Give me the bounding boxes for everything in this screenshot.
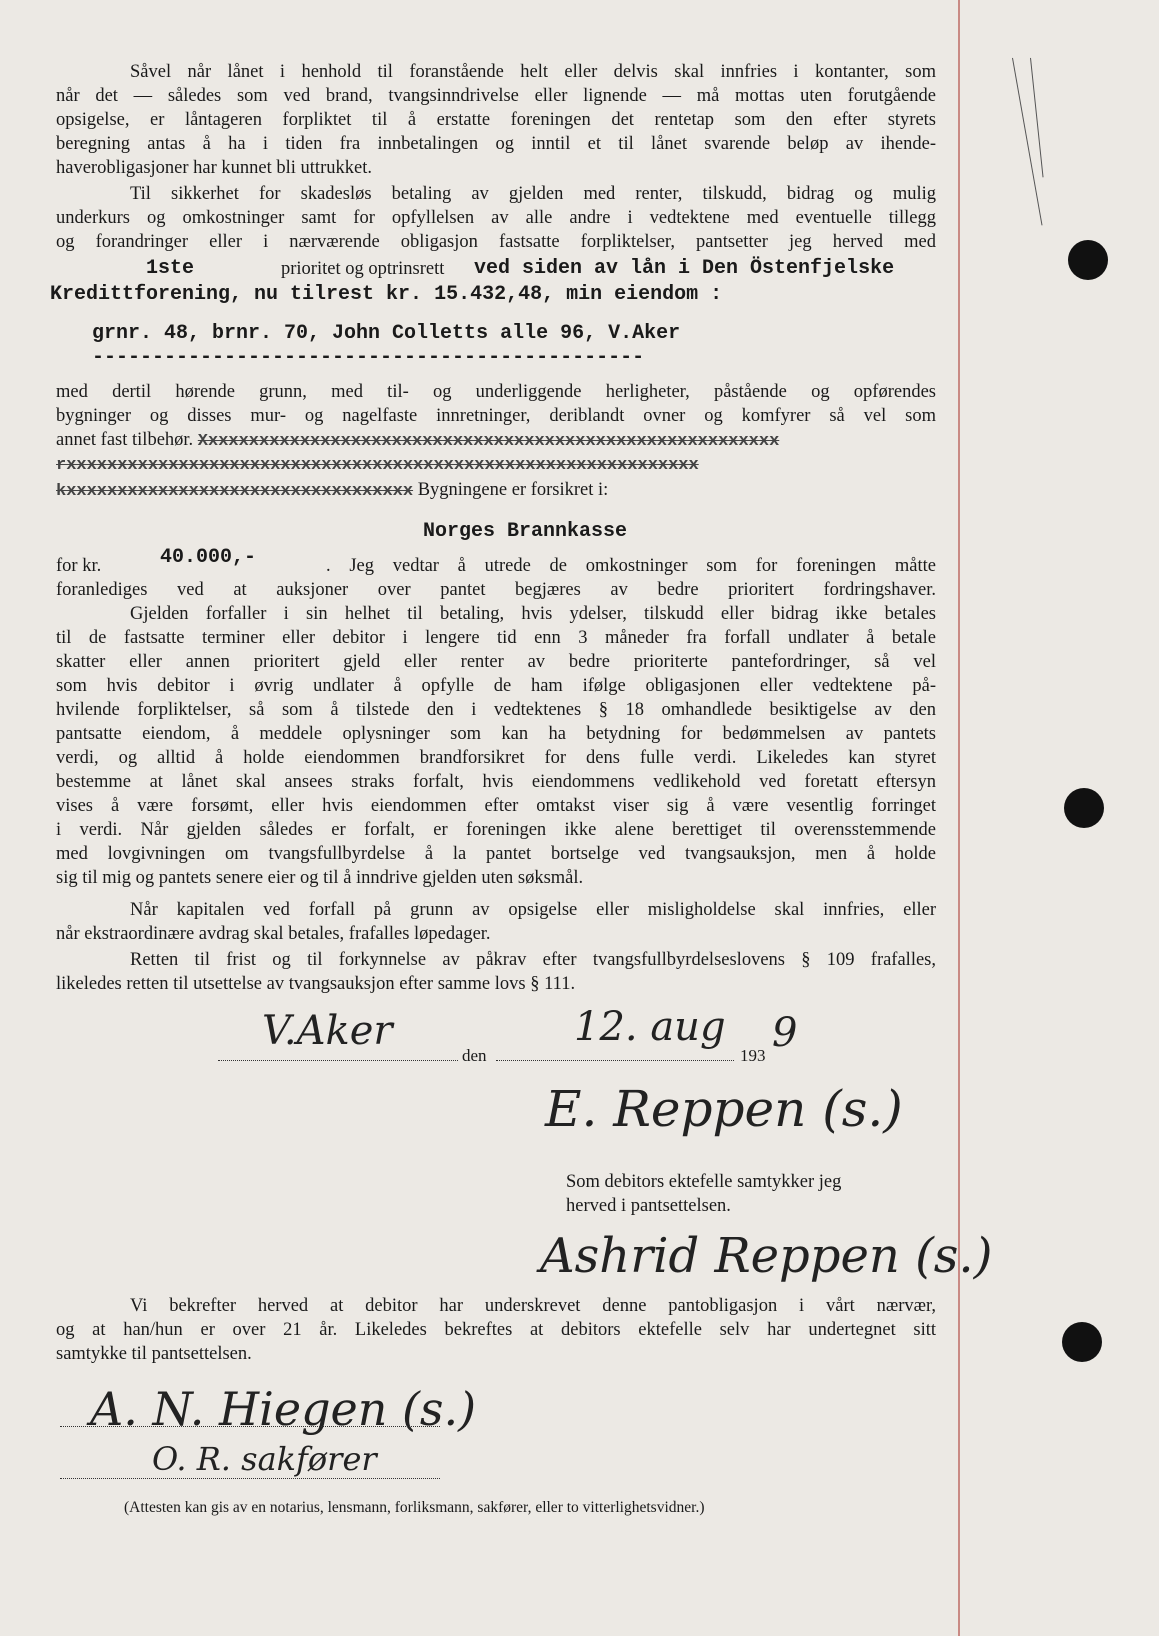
para5-line: bestemme at lånet skal ansees straks forfalt, hvis eiendommens vedlikehold ved foretatt eftersyn xyxy=(56,772,936,792)
debitor-signature: E. Reppen (s.) xyxy=(545,1080,903,1138)
overstruck-text: Xxxxxxxxxxxxxxxxxxxxxxxxxxxxxxxxxxxxxxxxxxxxxxxxxxxxxxxxx xyxy=(197,432,780,451)
para4-line: foranlediges ved at auksjoner over pantet begjæres av bedre prioritert fordringshaver. xyxy=(56,580,936,600)
witness-line: Vi bekrefter herved at debitor har underskrevet denne pantobligasjon i vårt nærvær, xyxy=(130,1296,936,1316)
typed-property: grnr. 48, brnr. 70, John Colletts alle 96, V.Aker xyxy=(92,322,681,345)
consent-line: Som debitors ektefelle samtykker jeg xyxy=(566,1172,842,1192)
margin-scratch xyxy=(1030,58,1044,177)
insurer-name: Norges Brannkasse xyxy=(423,520,628,543)
margin-rule xyxy=(958,0,960,1636)
punch-hole xyxy=(1068,240,1108,280)
para3-line: bygninger og disses mur- og nagelfaste innretninger, deriblandt ovner og komfyrer så vel som xyxy=(56,406,936,426)
para5-line: med lovgivningen om tvangsfullbyrdelse å la pantet bortselge ved tvangsauksjon, men å holde xyxy=(56,844,936,864)
den-label: den xyxy=(462,1046,487,1065)
para5-line: skatter eller annen prioritert gjeld eller renter av bedre prioriterte pantefordringer, så vel xyxy=(56,652,936,672)
overstrike-line xyxy=(56,478,956,502)
para2-line: underkurs og omkostninger samt for opfyllelsen av alle andre i vedtektene med eventuelle tillegg xyxy=(56,208,936,228)
handwritten-place: V.Aker xyxy=(262,1008,393,1054)
year-handwritten: 9 xyxy=(772,1010,798,1056)
handwritten-date: 12. aug xyxy=(574,1004,726,1050)
para5-line: verdi, og alltid å holde eiendommen brandforsikret for dens fulle verdi. Likeledes kan styret xyxy=(56,748,936,768)
punch-hole xyxy=(1062,1322,1102,1362)
amount-tail: . Jeg vedtar å utrede de omkostninger som for foreningen måtte xyxy=(326,556,936,576)
witness-title-line xyxy=(60,1478,440,1479)
para6-line: når ekstraordinære avdrag skal betales, frafalles løpedager. xyxy=(56,924,491,944)
year-printed: 193 xyxy=(740,1046,766,1065)
typed-priority-rest: ved siden av lån i Den Östenfjelske xyxy=(474,257,895,280)
para7-line: Retten til frist og til forkynnelse av påkrav efter tvangsfullbyrdelseslovens § 109 frafalles, xyxy=(130,950,936,970)
witness-line: samtykke til pantsettelsen. xyxy=(56,1344,252,1364)
para5-line: til de fastsatte terminer eller debitor i lengere tid enn 3 måneder fra forfall undlater å betale xyxy=(56,628,936,648)
spouse-signature: Ashrid Reppen (s.) xyxy=(540,1228,993,1284)
insured-label: Bygningene er forsikret i: xyxy=(417,480,609,500)
para3-line: med dertil hørende grunn, med til- og underliggende herligheter, påstående og opførendes xyxy=(56,382,936,402)
para1-line: Såvel når lånet i henhold til foranstående helt eller delvis skal innfries i kontanter, som xyxy=(130,62,936,82)
consent-line: herved i pantsettelsen. xyxy=(566,1196,731,1216)
for-kr-label: for kr. xyxy=(56,556,102,576)
witness-title: O. R. sakfører xyxy=(152,1440,377,1478)
para5-line: hvilende forpliktelser, så som å tilstede den i vedtektenes § 18 omhandlede besiktigelse av den xyxy=(56,700,936,720)
para5-line: som hvis debitor i øvrig undlater å opfylle de ham ifølge obligasjonen eller vedtektene på- xyxy=(56,676,936,696)
place-line xyxy=(218,1060,458,1061)
para7-line: likeledes retten til utsettelse av tvangsauksjon efter samme lovs § 111. xyxy=(56,974,576,994)
witness-line: og at han/hun er over 21 år. Likeledes bekreftes at debitors ektefelle selv har undertegnet sitt xyxy=(56,1320,936,1340)
para2-line: og forandringer eller i nærværende obligasjon fastsatte forpliktelser, pantsetter jeg herved med xyxy=(56,232,936,252)
para6-line: Når kapitalen ved forfall på grunn av opsigelse eller misligholdelse skal innfries, eller xyxy=(130,900,936,920)
typed-line: Kredittforening, nu tilrest kr. 15.432,48, min eiendom : xyxy=(50,283,723,306)
date-line xyxy=(496,1060,734,1061)
typed-amount: 40.000,- xyxy=(160,546,257,569)
amount-line xyxy=(56,546,936,578)
footnote: (Attesten kan gis av en notarius, lensmann, forliksmann, sakfører, eller to vitterlighetsvidner.) xyxy=(124,1499,705,1516)
witness-signature: A. N. Hiegen (s.) xyxy=(90,1382,477,1436)
para5-line: pantsatte eiendom, å meddele oplysninger som kan ha betydning for bedømmelsen av pantets xyxy=(56,724,936,744)
para1-line: når det — således som ved brand, tvangsinndrivelse eller lignende — må mottas uten forutgående xyxy=(56,86,936,106)
para5-line: i verdi. Når gjelden således er forfalt, er foreningen ikke alene berettiget til overensstemmende xyxy=(56,820,936,840)
punch-hole xyxy=(1064,788,1104,828)
overstrike-line xyxy=(56,428,956,452)
priority-line xyxy=(56,257,956,281)
para5-line: Gjelden forfaller i sin helhet til betaling, hvis ydelser, tilskudd eller bidrag ikke betales xyxy=(130,604,936,624)
witness-signature-line xyxy=(60,1426,440,1427)
para2-line: Til sikkerhet for skadesløs betaling av gjelden med renter, tilskudd, bidrag og mulig xyxy=(130,184,936,204)
annet-fast-label: annet fast tilbehør. xyxy=(56,430,194,450)
typed-dashes: ---------------------------------------------- xyxy=(92,346,645,369)
priority-printed: prioritet og optrinsrett xyxy=(281,259,445,279)
para1-line: opsigelse, er låntageren forpliktet til å erstatte foreningen det rentetap som den efter styrets xyxy=(56,110,936,130)
overstruck-text: kxxxxxxxxxxxxxxxxxxxxxxxxxxxxxxxxxx xyxy=(56,482,414,501)
para1-line: haverobligasjoner har kunnet bli uttrukket. xyxy=(56,158,372,178)
typed-rank: 1ste xyxy=(146,257,195,280)
overstruck-text: rxxxxxxxxxxxxxxxxxxxxxxxxxxxxxxxxxxxxxxxxxxxxxxxxxxxxxxxxxxxxxx xyxy=(56,456,699,475)
para5-line: vises å være forsømt, eller hvis eiendommen efter omtakst viser sig å være vesentlig forringet xyxy=(56,796,936,816)
para1-line: beregning antas å ha i tiden fra innbetalingen og inntil et til lånet svarende beløp av ihende- xyxy=(56,134,936,154)
para5-line: sig til mig og pantets senere eier og til å inndrive gjelden uten søksmål. xyxy=(56,868,584,888)
